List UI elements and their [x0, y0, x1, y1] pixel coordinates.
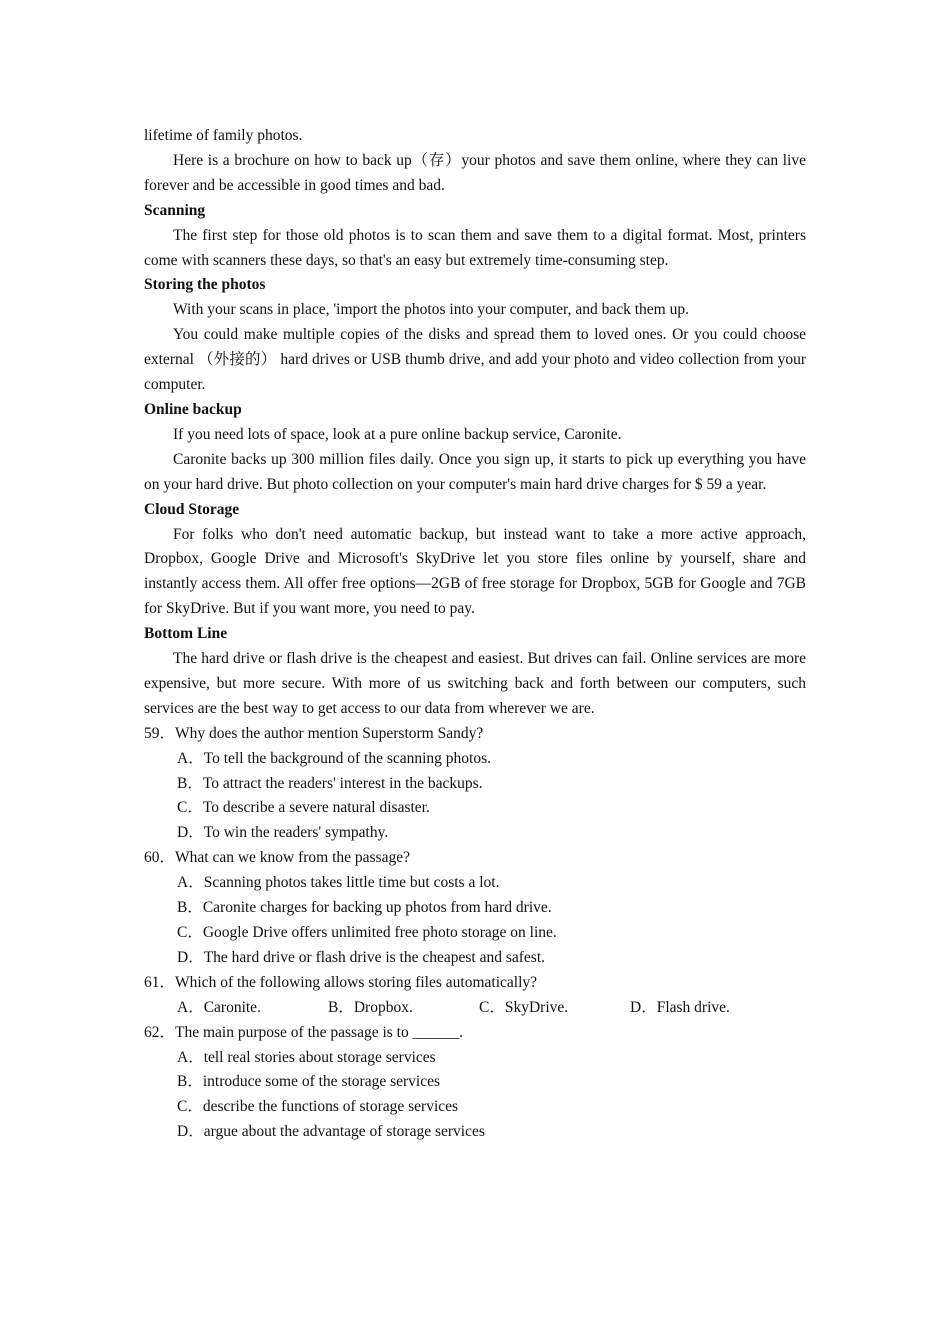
- section-paragraph: The hard drive or flash drive is the cheapest and easiest. But drives can fail. Online services are more expensive, but more secure. With more of us switching back and forth between our computers, such services are the best way to get access to our data from wherever we are.: [144, 650, 806, 717]
- question-60-stem: 60．What can we know from the passage?: [144, 849, 410, 867]
- question-59-stem: 59．Why does the author mention Superstorm Sandy?: [144, 724, 484, 742]
- question-61-stem: 61．Which of the following allows storing files automatically?: [144, 973, 538, 991]
- question-62-option-c: C．describe the functions of storage services: [177, 1098, 459, 1116]
- question-61-options-row: [144, 996, 806, 1021]
- section-paragraph: If you need lots of space, look at a pure online backup service, Caronite.: [173, 425, 622, 443]
- question-62-option-b: B．introduce some of the storage services: [177, 1073, 440, 1091]
- question-61-option-d: D．Flash drive.: [630, 998, 730, 1016]
- section-paragraph: Caronite backs up 300 million files daily. Once you sign up, it starts to pick up everything you have on your hard drive. But photo collection on your computer's main hard drive charges for $ 59 a year.: [144, 450, 806, 493]
- section-heading-cloud-storage: Cloud Storage: [144, 500, 240, 518]
- section-heading-scanning: Scanning: [144, 201, 206, 219]
- passage-intro: Here is a brochure on how to back up（存）your photos and save them online, where they can live forever and be accessible in good times and bad.: [144, 151, 806, 194]
- question-62-stem: 62．The main purpose of the passage is to ______.: [144, 1023, 463, 1041]
- question-60-option-b: B．Caronite charges for backing up photos from hard drive.: [177, 899, 552, 917]
- question-59-option-c: C．To describe a severe natural disaster.: [177, 799, 430, 817]
- exam-page: [144, 124, 806, 1145]
- question-60-option-d: D．The hard drive or flash drive is the cheapest and safest.: [177, 948, 545, 966]
- section-heading-storing: Storing the photos: [144, 276, 266, 294]
- section-paragraph: You could make multiple copies of the disks and spread them to loved ones. Or you could choose external （外接的） hard drives or USB thumb drive, and add your photo and video collection from your computer.: [144, 326, 806, 394]
- question-60-option-c: C．Google Drive offers unlimited free photo storage on line.: [177, 924, 557, 941]
- section-paragraph: The first step for those old photos is to scan them and save them to a digital format. Most, printers come with scanners these days, so that's an easy but extremely time-consuming step.: [144, 226, 806, 269]
- question-59-option-b: B．To attract the readers' interest in the backups.: [177, 774, 483, 792]
- question-59-option-a: A．To tell the background of the scanning photos.: [177, 749, 492, 767]
- question-62-option-d: D．argue about the advantage of storage services: [177, 1123, 485, 1141]
- question-61-option-b: B．Dropbox.: [328, 998, 413, 1016]
- section-paragraph: For folks who don't need automatic backup, but instead want to take a more active approach, Dropbox, Google Drive and Microsoft's SkyDrive let you store files online by yourself, share and instantly access them. All offer free options—2GB of free storage for Dropbox, 5GB for Google and 7GB for SkyDrive. But if you want more, you need to pay.: [144, 525, 806, 618]
- question-60-option-a: A．Scanning photos takes little time but costs a lot.: [177, 874, 500, 892]
- question-59-option-d: D．To win the readers' sympathy.: [177, 824, 389, 842]
- section-heading-bottom-line: Bottom Line: [144, 625, 228, 643]
- section-paragraph: With your scans in place, 'import the photos into your computer, and back them up.: [173, 301, 689, 319]
- question-62-option-a: A．tell real stories about storage services: [177, 1048, 436, 1066]
- passage-opening-line: lifetime of family photos.: [144, 127, 303, 144]
- question-61-option-a: A．Caronite.: [177, 998, 261, 1016]
- section-heading-online-backup: Online backup: [144, 400, 242, 418]
- question-61-option-c: C．SkyDrive.: [479, 998, 569, 1016]
